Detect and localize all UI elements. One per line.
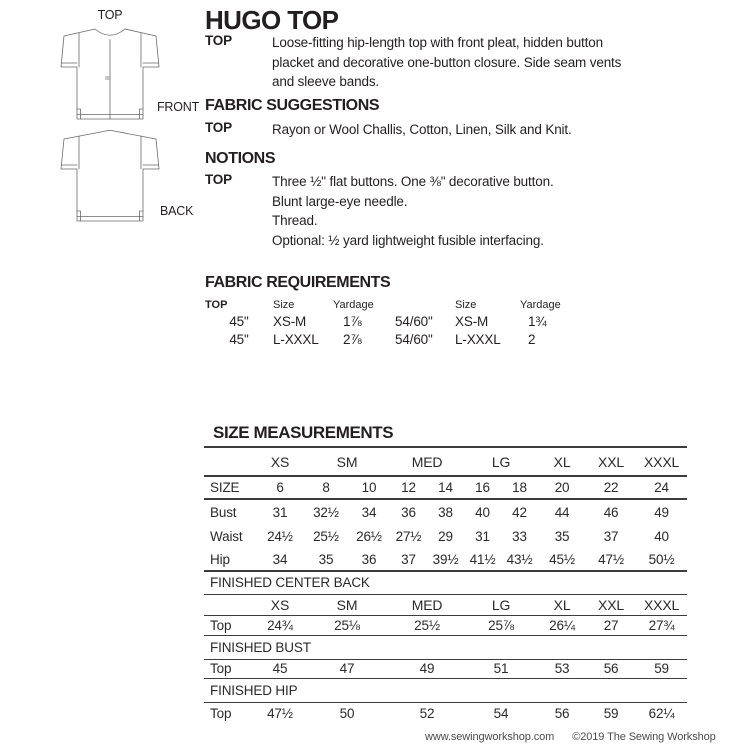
group-header-row — [204, 447, 687, 476]
fabric-suggestions-garment-label: TOP — [205, 120, 232, 135]
size-measurements-heading: SIZE MEASUREMENTS — [213, 423, 394, 442]
cell: 14 — [438, 480, 453, 495]
spacer — [395, 297, 455, 312]
size-row — [204, 476, 687, 499]
cell: 54 — [493, 705, 509, 721]
back-view-drawing — [56, 128, 164, 225]
group-header: LG — [491, 596, 511, 613]
cell: 37 — [401, 551, 416, 567]
cell: 42 — [512, 504, 527, 520]
row-label: Top — [210, 705, 232, 721]
cell: 35 — [554, 528, 570, 544]
finished-bust-row — [204, 659, 687, 678]
group-header: XXXL — [643, 453, 680, 470]
notions-line: Blunt large-eye needle. — [272, 193, 408, 209]
group-header: XL — [553, 453, 571, 470]
row-label: Hip — [210, 551, 230, 567]
cell: 50½ — [648, 551, 675, 567]
group-header: MED — [411, 596, 443, 613]
cell: 37 — [603, 528, 619, 544]
fabric-requirements-header-row — [205, 297, 627, 312]
cell: 44 — [554, 504, 570, 520]
finished-header-row — [204, 594, 687, 615]
cell: 29 — [438, 528, 453, 544]
fabric-suggestions-text: Rayon or Wool Challis, Cotton, Linen, Silk and Knit. — [272, 122, 572, 137]
cell: 56 — [554, 705, 570, 721]
row-label: SIZE — [210, 480, 240, 495]
bust-row — [204, 499, 687, 524]
waist-row — [204, 524, 687, 548]
notions-heading: NOTIONS — [205, 150, 276, 167]
cell: 31 — [475, 528, 490, 544]
fabric-requirements-section — [205, 274, 627, 348]
page-footer — [425, 731, 716, 743]
yardage-cell: 2⅞ — [343, 331, 362, 347]
description-line: Loose-fitting hip-length top with front pleat, hidden button — [272, 35, 603, 50]
group-header: XXXL — [643, 596, 680, 613]
row-label: Top — [210, 617, 232, 633]
cell: 26¼ — [549, 617, 575, 633]
cell: 24¾ — [267, 617, 293, 633]
cell: 43½ — [506, 551, 533, 567]
cell: 27 — [603, 617, 619, 633]
group-header: XXL — [598, 453, 625, 470]
cell: 47 — [339, 661, 355, 676]
cell: 59 — [603, 705, 619, 721]
cell: 27½ — [395, 528, 422, 544]
figure-top-label: TOP — [97, 8, 123, 22]
cell: 18 — [512, 480, 527, 495]
fabric-width-cell: 54/60" — [395, 313, 433, 329]
cell: 34 — [361, 504, 377, 520]
page-title: HUGO TOP — [205, 5, 339, 35]
cell: 46 — [603, 504, 619, 520]
cell: 40 — [654, 528, 669, 544]
group-header: SM — [336, 453, 358, 470]
fabric-width-cell: 45" — [229, 313, 249, 329]
section-title: FINISHED BUST — [210, 639, 311, 655]
yardage-header: Yardage — [520, 298, 561, 311]
group-header: XS — [270, 453, 290, 470]
cell: 34 — [272, 551, 288, 567]
cell: 51 — [493, 661, 509, 676]
row-label: Bust — [210, 504, 237, 520]
cell: 6 — [276, 480, 284, 495]
description-line: and sleeve bands. — [272, 74, 380, 89]
cell: 10 — [361, 480, 377, 495]
yardage-cell: 1⅞ — [343, 313, 362, 329]
cell: 50 — [339, 705, 355, 721]
cell: 25½ — [414, 617, 440, 633]
fabric-suggestions-heading: FABRIC SUGGESTIONS — [205, 97, 380, 114]
group-header: XXL — [598, 596, 625, 613]
figure-front-label: FRONT — [157, 100, 200, 114]
cell: 59 — [654, 661, 669, 676]
fabric-requirements-row — [205, 330, 627, 348]
cell: 25⅛ — [334, 617, 360, 633]
cell: 53 — [554, 661, 570, 676]
cell: 22 — [603, 480, 619, 495]
fabric-suggestions-row — [205, 120, 642, 140]
cell: 32½ — [313, 504, 339, 520]
cell: 49 — [654, 504, 669, 520]
cell: 39½ — [432, 551, 459, 567]
footer-copyright: ©2019 The Sewing Workshop — [572, 731, 716, 743]
finished-bust-title-row — [204, 635, 687, 659]
row-label: Top — [210, 661, 232, 676]
spacer — [204, 594, 256, 615]
size-cell: L-XXXL — [273, 331, 319, 347]
group-header: XS — [270, 596, 290, 613]
notions-line: Thread. — [272, 213, 318, 228]
group-header: SM — [336, 596, 358, 613]
fabric-requirements-heading: FABRIC REQUIREMENTS — [205, 274, 391, 291]
spacer — [204, 447, 256, 476]
cell: 36 — [361, 551, 377, 567]
description-row — [205, 33, 642, 92]
size-cell: L-XXXL — [455, 331, 501, 347]
cell: 26½ — [356, 528, 382, 544]
cell: 24½ — [267, 528, 293, 544]
group-header: MED — [411, 453, 443, 470]
description-line: placket and decorative one-button closure. Side seam vents — [272, 54, 622, 70]
yardage-header: Yardage — [333, 298, 374, 311]
footer-website: www.sewingworkshop.com — [425, 731, 555, 743]
section-title: FINISHED HIP — [210, 682, 298, 698]
finished-center-back-row — [204, 615, 687, 635]
cell: 16 — [475, 480, 490, 495]
cell: 12 — [401, 480, 416, 495]
cell: 47½ — [267, 705, 293, 721]
cell: 25⅞ — [488, 617, 514, 633]
notions-text — [272, 172, 642, 250]
cell: 41½ — [469, 551, 496, 567]
yardage-cell: 1¾ — [528, 313, 547, 329]
cell: 8 — [322, 480, 330, 495]
notions-line: Three ½" flat buttons. One ⅜" decorative button. — [272, 174, 554, 189]
notions-garment-label: TOP — [205, 172, 232, 187]
cell: 40 — [475, 504, 490, 520]
fabric-requirements-table — [205, 297, 627, 348]
finished-center-back-title-row — [204, 571, 687, 594]
cell: 33 — [512, 528, 527, 544]
size-cell: XS-M — [273, 313, 307, 329]
size-cell: XS-M — [455, 313, 489, 329]
cell: 20 — [554, 480, 570, 495]
description-garment-label: TOP — [205, 33, 232, 48]
description-text — [272, 33, 642, 92]
cell: 36 — [401, 504, 416, 520]
figure-back-label: BACK — [160, 204, 194, 218]
finished-hip-title-row — [204, 678, 687, 702]
cell: 38 — [438, 504, 453, 520]
group-header: XL — [553, 596, 571, 613]
notions-line: Optional: ½ yard lightweight fusible interfacing. — [272, 232, 544, 248]
fabric-requirements-garment-label: TOP — [205, 298, 228, 311]
fabric-width-cell: 45" — [229, 331, 249, 347]
cell: 56 — [603, 661, 619, 676]
cell: 49 — [419, 661, 435, 676]
notions-row — [205, 172, 642, 250]
yardage-cell: 2 — [528, 331, 536, 347]
group-header: LG — [491, 453, 511, 470]
section-title: FINISHED CENTER BACK — [210, 575, 370, 591]
cell: 52 — [419, 705, 435, 721]
cell: 27¾ — [648, 617, 675, 633]
size-header: Size — [273, 298, 295, 311]
cell: 31 — [272, 504, 288, 520]
finished-hip-row — [204, 702, 687, 724]
row-label: Waist — [210, 528, 243, 544]
cell: 35 — [318, 551, 334, 567]
hip-row — [204, 548, 687, 571]
cell: 45 — [272, 661, 288, 676]
cell: 24 — [654, 480, 669, 495]
cell: 47½ — [598, 551, 624, 567]
cell: 25½ — [313, 528, 339, 544]
size-measurements-table — [204, 446, 687, 724]
cell: 45½ — [549, 551, 575, 567]
cell: 62¼ — [648, 705, 675, 721]
fabric-width-cell: 54/60" — [395, 331, 433, 347]
size-header: Size — [455, 298, 477, 311]
fabric-requirements-row — [205, 312, 627, 330]
front-view-drawing — [56, 26, 164, 123]
